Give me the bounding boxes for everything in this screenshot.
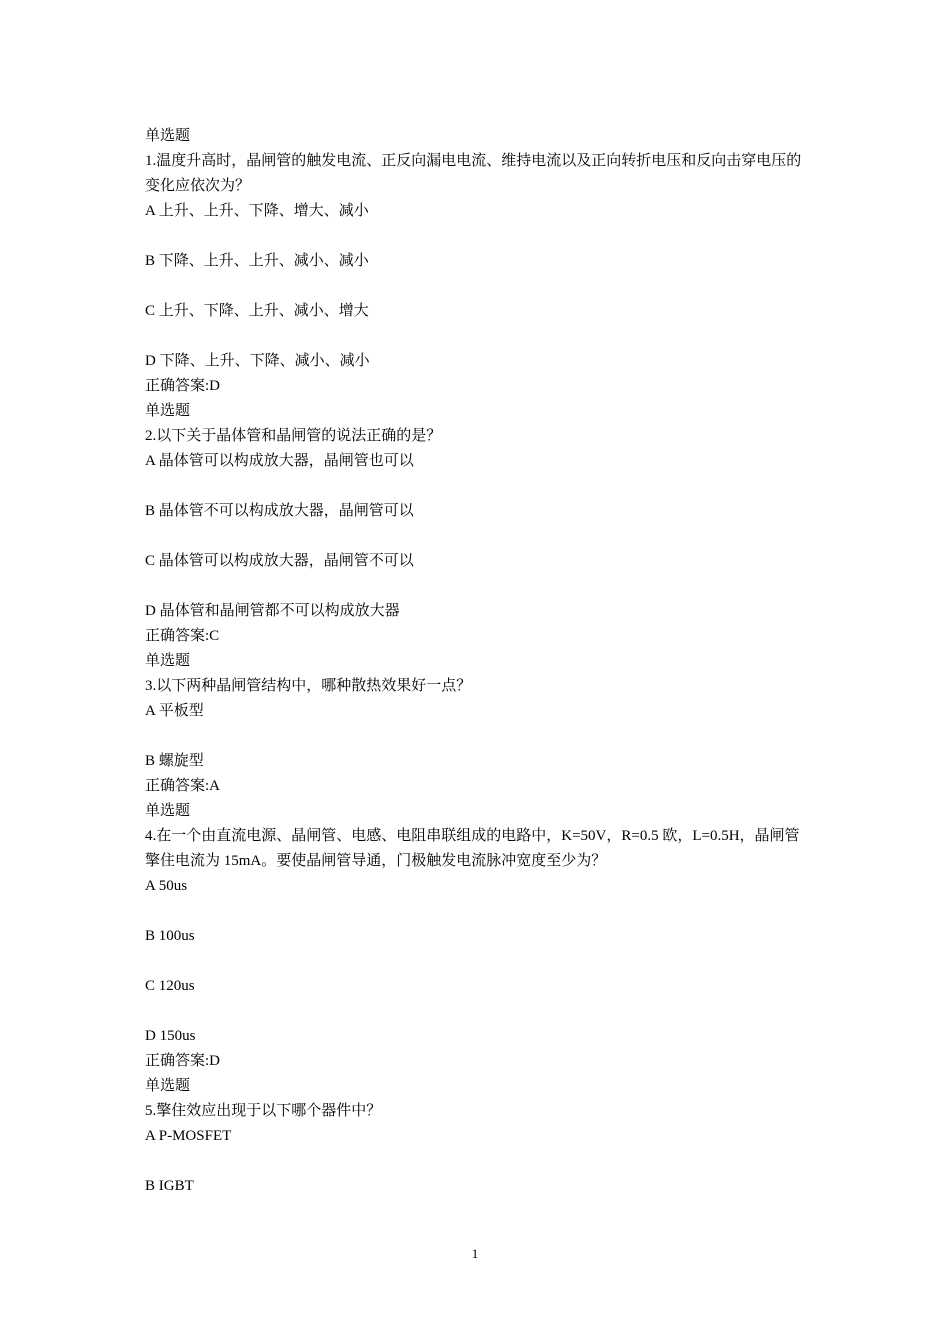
option-b: B 螺旋型	[145, 753, 204, 769]
option-b: B 下降、上升、上升、减小、减小	[145, 253, 369, 269]
option-d: D 150us	[145, 1028, 196, 1044]
question-text: 3.以下两种晶闸管结构中，哪种散热效果好一点？	[145, 678, 472, 694]
correct-answer: 正确答案:D	[145, 378, 221, 394]
spacer	[145, 524, 810, 549]
spacer	[145, 274, 810, 299]
spacer	[145, 949, 810, 974]
question-text: 1.温度升高时，晶闸管的触发电流、正反向漏电电流、维持电流以及正向转折电压和反向击穿电压的变化应依次为？	[145, 153, 802, 194]
spacer	[145, 324, 810, 349]
question-text: 5.擎住效应出现于以下哪个器件中？	[145, 1103, 382, 1119]
spacer	[145, 1149, 810, 1174]
option-b: B 100us	[145, 928, 195, 944]
correct-answer: 正确答案:D	[145, 1053, 221, 1069]
question-type-label: 单选题	[145, 653, 191, 669]
spacer	[145, 224, 810, 249]
option-a: A 上升、上升、下降、增大、减小	[145, 203, 369, 219]
option-a: A 晶体管可以构成放大器，晶闸管也可以	[145, 453, 414, 469]
question-type-label: 单选题	[145, 403, 191, 419]
option-a: A P-MOSFET	[145, 1128, 232, 1144]
spacer	[145, 724, 810, 749]
option-b: B IGBT	[145, 1178, 194, 1194]
option-b: B 晶体管不可以构成放大器，晶闸管可以	[145, 503, 414, 519]
option-d: D 下降、上升、下降、减小、减小	[145, 353, 370, 369]
question-text: 4.在一个由直流电源、晶闸管、电感、电阻串联组成的电路中，K=50V，R=0.5 欧，L=0.5H，晶闸管擎住电流为 15mA。要使晶闸管导通，门极触发电流脉冲宽度至少为？	[145, 828, 800, 869]
page-number: 1	[471, 1246, 479, 1261]
spacer	[145, 474, 810, 499]
question-type-label: 单选题	[145, 128, 191, 144]
option-c: C 120us	[145, 978, 195, 994]
correct-answer: 正确答案:A	[145, 778, 221, 794]
spacer	[145, 574, 810, 599]
option-c: C 上升、下降、上升、减小、增大	[145, 303, 369, 319]
correct-answer: 正确答案:C	[145, 628, 220, 644]
question-type-label: 单选题	[145, 803, 191, 819]
question-text: 2.以下关于晶体管和晶闸管的说法正确的是？	[145, 428, 442, 444]
option-a: A 50us	[145, 878, 188, 894]
spacer	[145, 899, 810, 924]
option-c: C 晶体管可以构成放大器，晶闸管不可以	[145, 553, 414, 569]
question-type-label: 单选题	[145, 1078, 191, 1094]
question-list	[145, 124, 810, 1199]
option-a: A 平板型	[145, 703, 204, 719]
spacer	[145, 999, 810, 1024]
option-d: D 晶体管和晶闸管都不可以构成放大器	[145, 603, 400, 619]
